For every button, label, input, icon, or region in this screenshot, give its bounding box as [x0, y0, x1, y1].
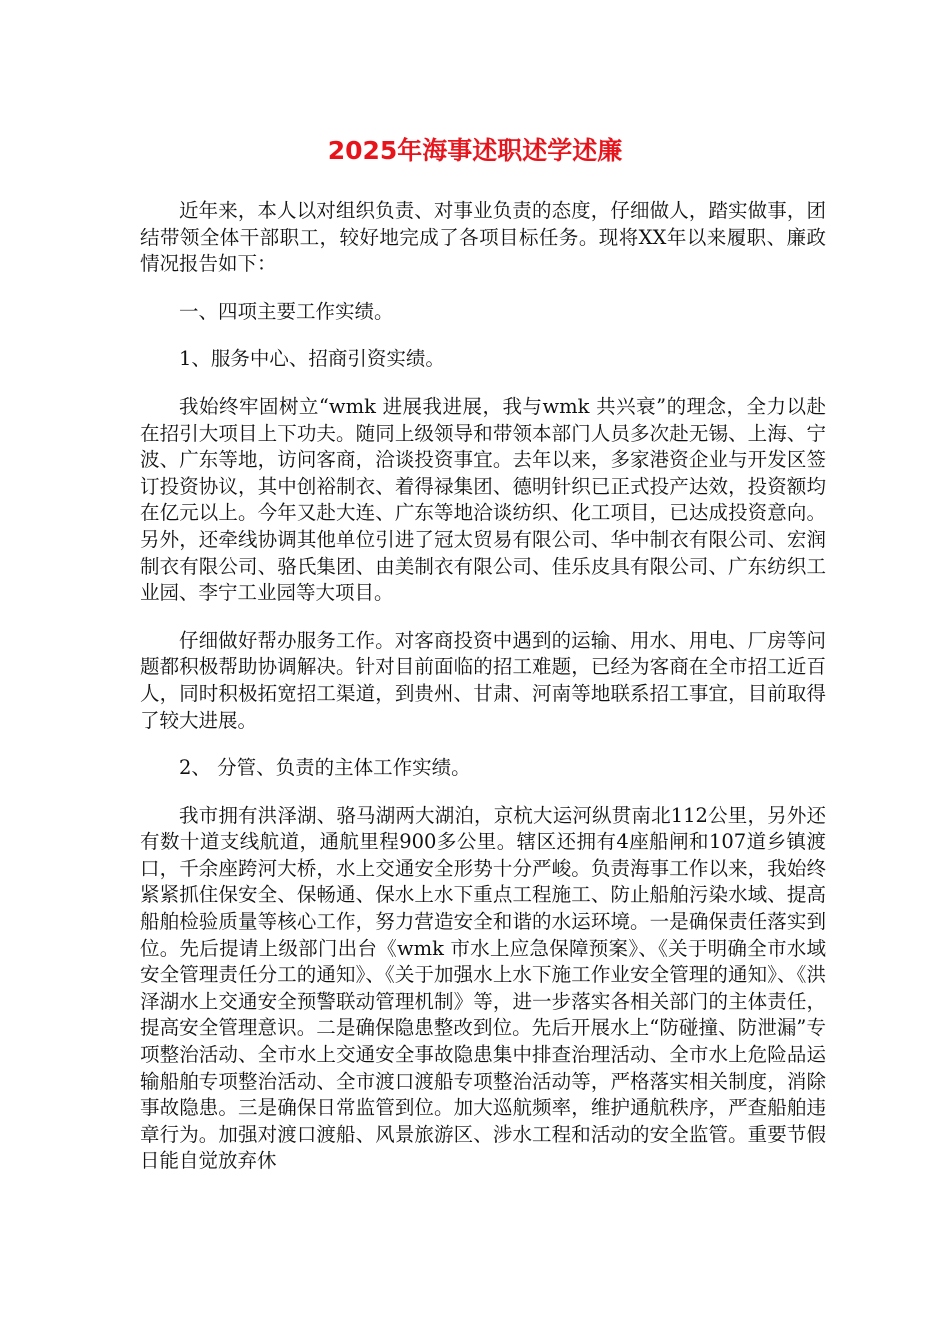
paragraph-intro: 近年来，本人以对组织负责、对事业负责的态度，仔细做人，踏实做事，团结带领全体干部职工，较好地完成了各项目标任务。现将XX年以来履职、廉政情况报告如下：	[140, 199, 826, 276]
paragraph-maritime: 我市拥有洪泽湖、骆马湖两大湖泊，京杭大运河纵贯南北112公里，另外还有数十道支线航道，通航里程900多公里。辖区还拥有4座船闸和107道乡镇渡口，千余座跨河大桥，水上交通安全形势十分严峻。负责海事工作以来，我始终紧紧抓住保安全、保畅通、保水上水下重点工程施工、防止船舶污染水域、提高船舶检验质量等核心工作，努力营造安全和谐的水运环境。一是确保责任落实到位。先后提请上级部门出台《wmk 市水上应急保障预案》、《关于明确全市水域安全管理责任分工的通知》、《关于加强水上水下施工作业安全管理的通知》、《洪泽湖水上交通安全预警联动管理机制》等，进一步落实各相关部门的主体责任，提高安全管理意识。二是确保隐患整改到位。先后开展水上“防碰撞、防泄漏”专项整治活动、全市水上交通安全事故隐患集中排查治理活动、全市水上危险品运输船舶专项整治活动、全市渡口渡船专项整治活动等，严格落实相关制度，消除事故隐患。三是确保日常监管到位。加大巡航频率，维护通航秩序，严查船舶违章行为。加强对渡口渡船、风景旅游区、涉水工程和活动的安全监管。重要节假日能自觉放弃休	[140, 803, 826, 1173]
section-heading-1: 一、四项主要工作实绩。	[179, 299, 394, 323]
document-body	[140, 198, 826, 1175]
subsection-heading-2: 2、 分管、负责的主体工作实绩。	[179, 756, 471, 780]
paragraph-investment: 我始终牢固树立“wmk 进展我进展，我与wmk 共兴衰”的理念，全力以赴在招引大项目上下功夫。随同上级领导和带领本部门人员多次赴无锡、上海、宁波、广东等地，访问客商，洽谈投资事宜。去年以来，多家港资企业与开发区签订投资协议，其中创裕制衣、着得禄集团、德明针织已正式投产达效，投资额均在亿元以上。今年又赴大连、广东等地洽谈纺织、化工项目，已达成投资意向。另外，还牵线协调其他单位引进了冠太贸易有限公司、华中制衣有限公司、宏润制衣有限公司、骆氏集团、由美制衣有限公司、佳乐皮具有限公司、广东纺织工业园、李宁工业园等大项目。	[140, 394, 826, 605]
subsection-heading-1: 1、服务中心、招商引资实绩。	[179, 347, 445, 371]
paragraph-service: 仔细做好帮办服务工作。对客商投资中遇到的运输、用水、用电、厂房等问题都积极帮助协调解决。针对目前面临的招工难题，已经为客商在全市招工近百人，同时积极拓宽招工渠道，到贵州、甘肃、河南等地联系招工事宜，目前取得了较大进展。	[140, 628, 826, 732]
document-title: 2025年海事述职述学述廉	[327, 136, 623, 165]
